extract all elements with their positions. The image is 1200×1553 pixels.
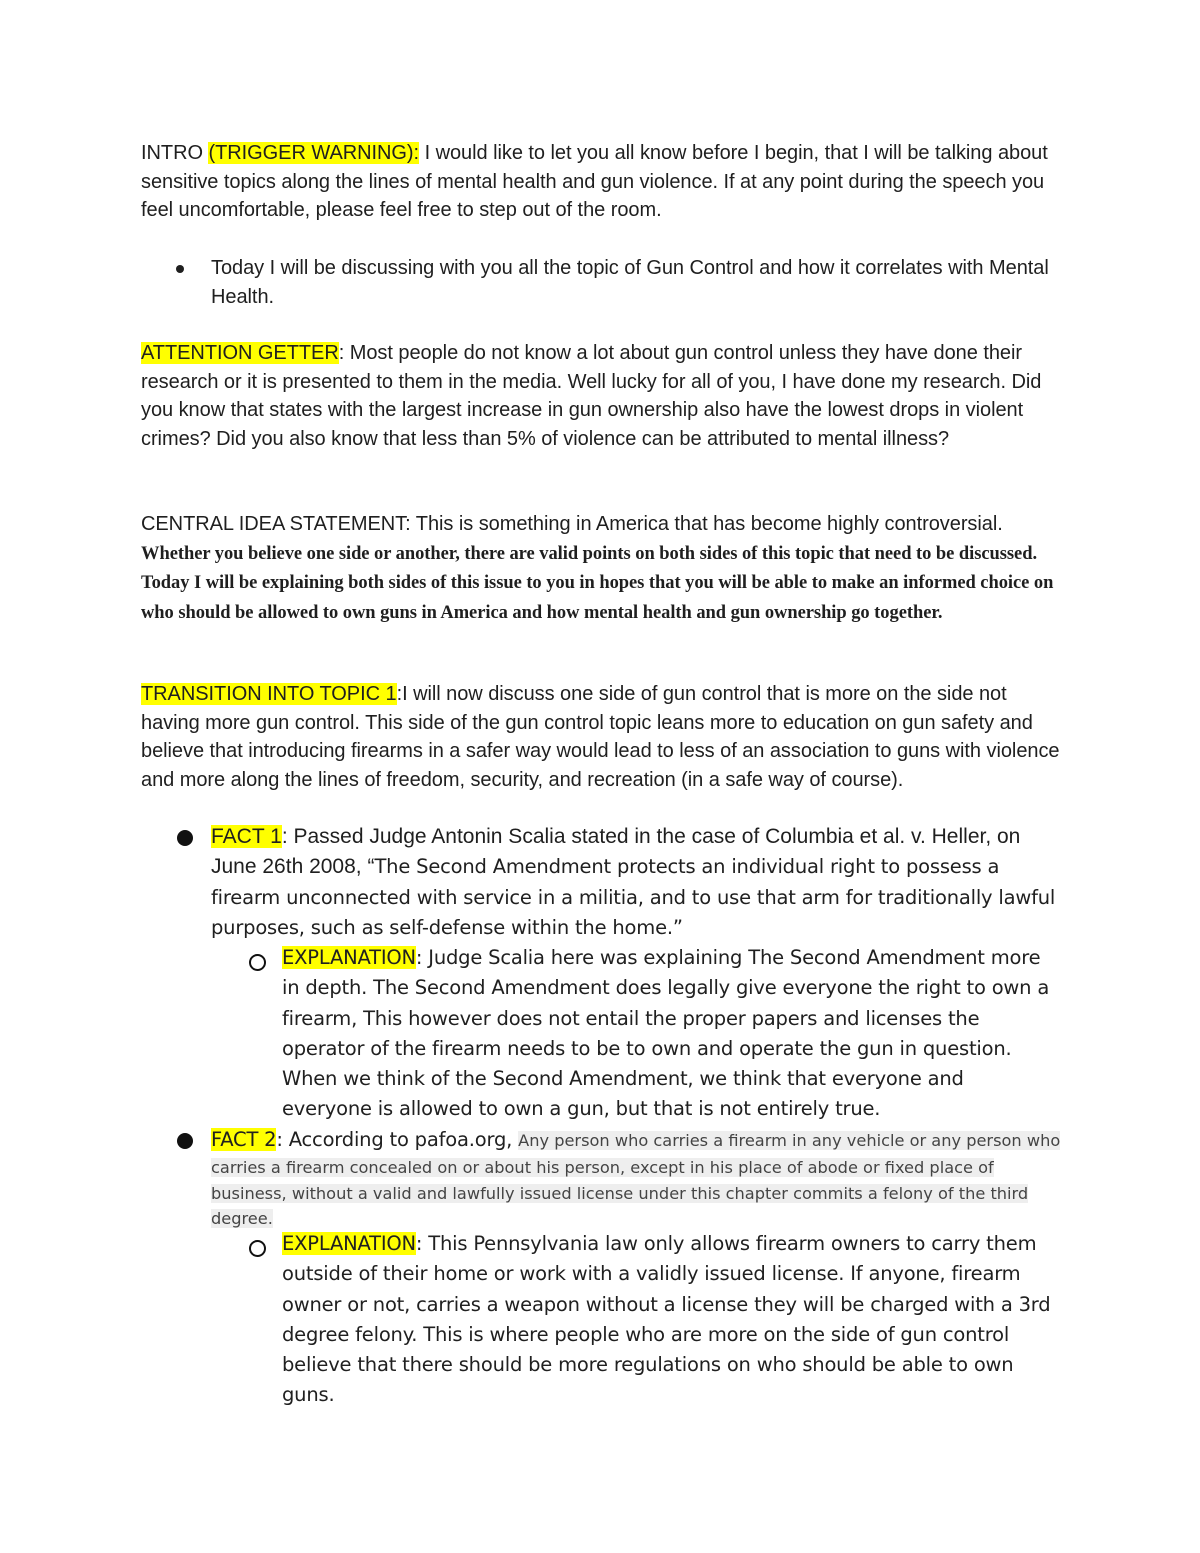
fact-2-quote: Any person who carries a firearm in any vehicle or any person who carries a firearm concealed on or about his person, except in his place of abode or fixed place of business, without a valid and lawfully issued license under this chapter commits a felony of the third degree. bbox=[211, 1131, 1061, 1228]
hollow-bullet-icon bbox=[249, 1240, 266, 1257]
attention-getter-paragraph bbox=[141, 339, 1071, 453]
intro-text: I would like to let you all know before I begin, that I will be talking about sensitive topics along the lines of mental health and gun violence. If at any point during the speech you feel uncomfortable, please feel free to step out of the room. bbox=[141, 142, 1048, 221]
fact-bullet-icon bbox=[177, 830, 193, 846]
fact-bullet-icon bbox=[177, 1133, 193, 1149]
central-idea-bold: Whether you believe one side or another, there are valid points on both sides of this topic that need to be discussed. Today I will be explaining both sides of this issue to you in hopes that you will be able to make an informed choice on who should be allowed to own guns in America and how mental health and gun ownership go together. bbox=[141, 543, 1054, 623]
transition-highlight: TRANSITION INTO TOPIC 1 bbox=[141, 683, 397, 705]
fact-2-item bbox=[211, 1125, 1061, 1231]
fact-2-text: : According to pafoa.org, bbox=[276, 1128, 519, 1151]
intro-paragraph bbox=[141, 139, 1071, 225]
explanation-2-text: : This Pennsylvania law only allows firearm owners to carry them outside of their home or work with a validly issued license. If anyone, firearm owner or not, carries a weapon without a license they will be charged with a 3rd degree felony. This is where people who are more on the side of gun control believe that there should be more regulations on who should be able to own guns. bbox=[282, 1232, 1051, 1407]
fact-1-quote: The Second Amendment protects an individual right to possess a firearm unconnected with service in a militia, and to use that arm for traditionally lawful purposes, such as self-defense within the home. bbox=[211, 855, 1056, 939]
transition-text: :I will now discuss one side of gun control that is more on the side not having more gun control. This side of the gun control topic leans more to education on gun safety and believe that introducing firearms in a safer way would lead to less of an association to guns with violence and more along the lines of freedom, security, and recreation (in a safe way of course). bbox=[141, 683, 1060, 791]
bullet-dot-icon bbox=[176, 265, 184, 273]
intro-bullet-text: Today I will be discussing with you all the topic of Gun Control and how it correlates with Mental Health. bbox=[211, 257, 1049, 308]
intro-label: INTRO bbox=[141, 142, 209, 164]
attention-getter-highlight: ATTENTION GETTER bbox=[141, 342, 339, 364]
explanation-2-item bbox=[282, 1229, 1057, 1411]
central-idea-paragraph bbox=[141, 510, 1056, 627]
fact-1-highlight: FACT 1 bbox=[211, 825, 282, 848]
fact-1-text: : Passed Judge Antonin Scalia stated in the case of Columbia et al. v. Heller, on June 26th 2008, “ bbox=[211, 825, 1021, 879]
fact-2-highlight: FACT 2 bbox=[211, 1128, 277, 1151]
explanation-1-highlight: EXPLANATION bbox=[282, 946, 416, 969]
attention-getter-text: : Most people do not know a lot about gun control unless they have done their research or it is presented to them in the media. Well lucky for all of you, I have done my research. Did you know that states with the largest increase in gun ownership also have the lowest drops in violent crimes? Did you also know that less than 5% of violence can be attributed to mental illness? bbox=[141, 342, 1042, 450]
explanation-2-highlight: EXPLANATION bbox=[282, 1232, 416, 1255]
hollow-bullet-icon bbox=[249, 954, 266, 971]
central-idea-text: CENTRAL IDEA STATEMENT: This is something in America that has become highly controversial. bbox=[141, 513, 1003, 535]
transition-paragraph bbox=[141, 680, 1061, 794]
fact-1-close-quote: ” bbox=[672, 915, 683, 939]
explanation-1-text: : Judge Scalia here was explaining The Second Amendment more in depth. The Second Amendment does legally give everyone the right to own a firearm, This however does not entail the proper papers and licenses the operator of the firearm needs to be to own and operate the gun in question. When we think of the Second Amendment, we think that everyone and everyone is allowed to own a gun, but that is not entirely true. bbox=[282, 946, 1050, 1121]
explanation-1-item bbox=[282, 943, 1057, 1125]
fact-1-item bbox=[211, 822, 1061, 943]
trigger-warning-highlight: (TRIGGER WARNING): bbox=[208, 142, 420, 164]
